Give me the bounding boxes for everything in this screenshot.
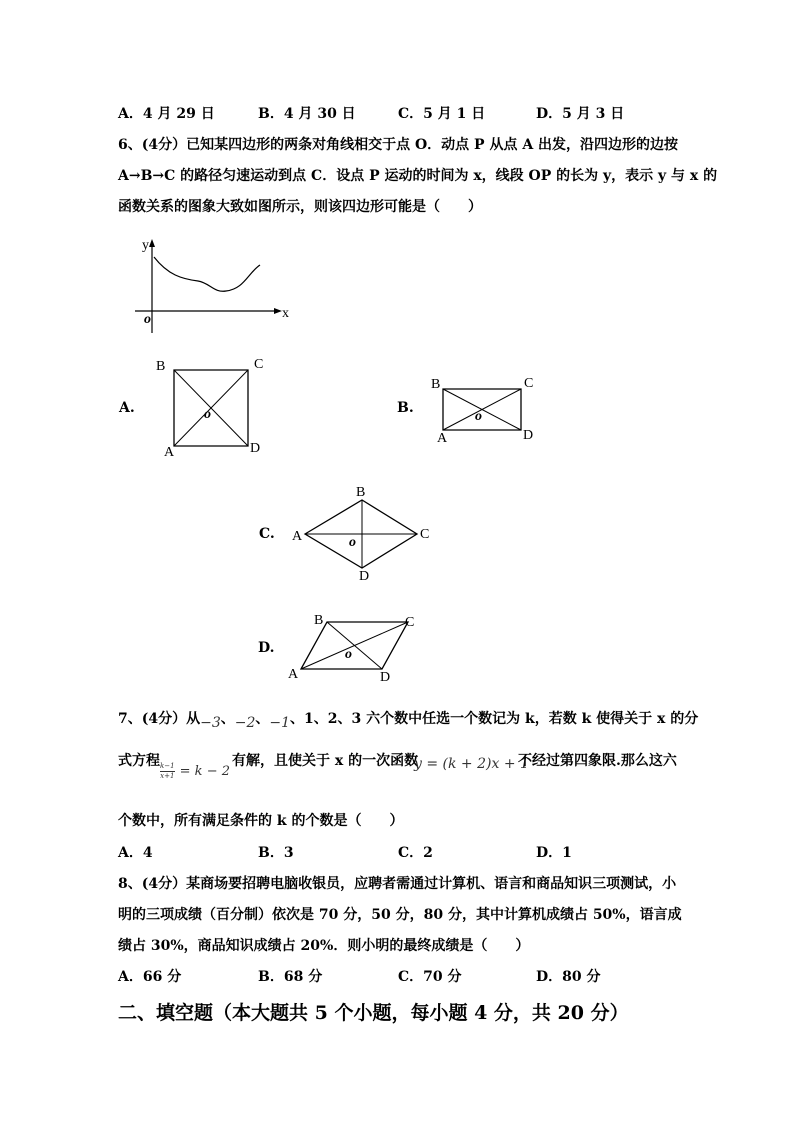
q6-figure-c: [288, 484, 438, 584]
vertex-b: B: [431, 377, 441, 392]
q6-function-graph: [130, 235, 300, 335]
q7-line-1: [118, 708, 699, 731]
q7-num-neg2: −2: [234, 715, 256, 731]
y-axis-label: y: [142, 238, 149, 253]
vertex-c: C: [524, 376, 534, 391]
section-title-fill-in: 二、填空题（本大题共 5 个小题，每小题 4 分，共 20 分）: [118, 1002, 629, 1024]
q6-line-2: A→B→C 的路径匀速运动到点 C．设点 P 运动的时间为 x，线段 OP 的长为 y，表示 y 与 x 的: [118, 168, 718, 184]
vertex-a: A: [164, 445, 175, 460]
q8-line-1: 8、(4分）某商场要招聘电脑收银员，应聘者需通过计算机、语言和商品知识三项测试，小: [118, 876, 677, 892]
q5-option-b: B．4 月 30 日: [258, 106, 356, 122]
vertex-c: C: [254, 357, 264, 372]
q8-line-3: 绩占 30%，商品知识成绩占 20%．则小明的最终成绩是（ ）: [118, 938, 530, 954]
fraction-numerator: k−1: [160, 762, 175, 770]
q7-option-a: A．4: [118, 845, 153, 861]
vertex-d: D: [523, 428, 534, 443]
q8-line-2: 明的三项成绩（百分制）依次是 70 分，50 分，80 分，其中计算机成绩占 50%，语言成: [118, 907, 682, 923]
vertex-a: A: [437, 431, 448, 446]
diagonal-ca: [301, 622, 408, 669]
q8-option-d: D．80 分: [536, 969, 601, 985]
q6-figure-b: [425, 372, 545, 447]
center-o: o: [204, 407, 211, 422]
origin-label: o: [144, 312, 151, 327]
q8-option-c: C．70 分: [398, 969, 462, 985]
q7-num-neg1: −1: [269, 715, 291, 731]
q7-num-neg3: −3: [200, 715, 221, 731]
q6-figure-a: [150, 352, 280, 462]
vertex-d: D: [250, 441, 261, 456]
q7-fraction: [160, 762, 175, 781]
vertex-c: C: [420, 527, 430, 542]
q7-line1-suffix: 、1、2、3 六个数中任选一个数记为 k，若数 k 使得关于 x 的分: [290, 711, 699, 727]
q7-linear-function: y = (k + 2)x + 1: [414, 756, 529, 772]
q5-option-a: A．4 月 29 日: [118, 106, 215, 122]
center-o: o: [349, 535, 356, 550]
q6-line-3: 函数关系的图象大致如图所示，则该四边形可能是（ ）: [118, 199, 482, 215]
q7-sep-1: 、: [220, 711, 235, 727]
q6-option-d-label: D.: [258, 640, 275, 656]
function-curve: [154, 257, 260, 291]
q7-option-d: D．1: [536, 845, 572, 861]
vertex-c: C: [405, 615, 415, 630]
q6-option-c-label: C.: [259, 526, 275, 542]
q6-option-b-label: B.: [397, 400, 414, 416]
q7-line-2-suffix: 不经过第四象限.那么这六: [518, 753, 677, 769]
vertex-d: D: [380, 670, 391, 685]
fraction-denominator: x+1: [160, 772, 175, 780]
q6-option-a-label: A.: [119, 400, 135, 416]
x-axis-arrow: [274, 308, 282, 314]
q6-line-1: 6、(4分）已知某四边形的两条对角线相交于点 O．动点 P 从点 A 出发，沿四边形的边按: [118, 137, 679, 153]
vertex-b: B: [156, 359, 166, 374]
vertex-b: B: [314, 613, 324, 628]
q5-option-d: D．5 月 3 日: [536, 106, 625, 122]
vertex-d: D: [359, 569, 370, 584]
q7-prefix: 7、(4分）从: [118, 711, 201, 727]
equation-rhs: = k − 2: [179, 764, 230, 779]
q7-sep-2: 、: [255, 711, 270, 727]
center-o: o: [345, 647, 352, 662]
q7-line-2-mid: 有解，且使关于 x 的一次函数: [232, 753, 419, 769]
vertex-a: A: [288, 667, 299, 682]
vertex-b: B: [356, 485, 366, 500]
q8-option-b: B．68 分: [258, 969, 323, 985]
q5-option-c: C．5 月 1 日: [398, 106, 486, 122]
q6-figure-d: [285, 612, 425, 687]
q7-line-2-prefix: 式方程: [118, 753, 160, 769]
vertex-a: A: [292, 529, 303, 544]
q7-option-b: B．3: [258, 845, 294, 861]
x-axis-label: x: [282, 306, 289, 321]
q7-fraction-equation: [160, 761, 230, 781]
q8-option-a: A．66 分: [118, 969, 182, 985]
q7-line-3: 个数中，所有满足条件的 k 的个数是（ ）: [118, 813, 404, 829]
y-axis-arrow: [149, 239, 155, 247]
q7-option-c: C．2: [398, 845, 433, 861]
center-o: o: [475, 409, 482, 424]
